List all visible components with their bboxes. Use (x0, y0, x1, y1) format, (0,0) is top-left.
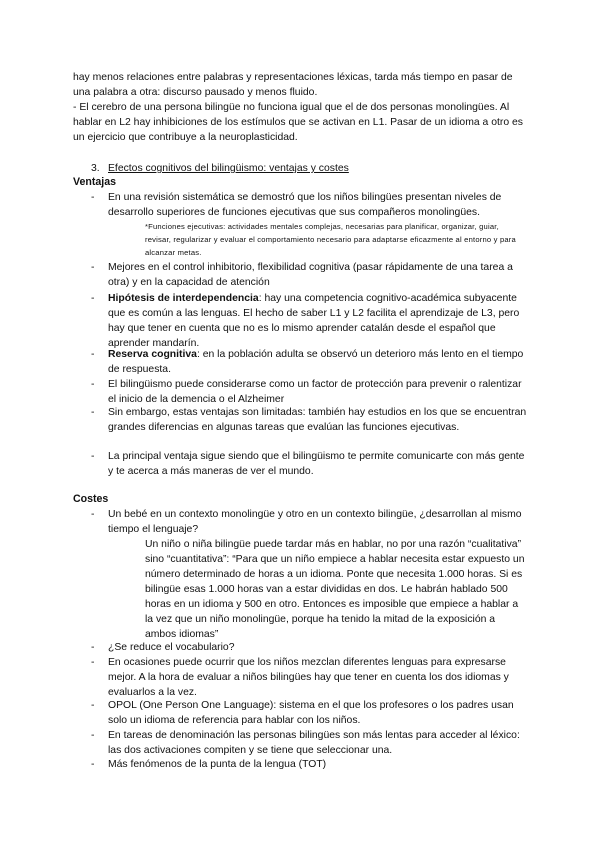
list-item-text: La principal ventaja sigue siendo que el bilingüismo te permite comunicarte con más gente y te acerca a más maneras de ver el mundo. (108, 451, 525, 477)
list-item (91, 640, 528, 655)
bullet-dash: - (91, 642, 95, 653)
quote-block: Un niño o niña bilingüe puede tardar más en hablar, no por una razón “cualitativa” sino “cuantitativa”: “Para que un niño empiece a hablar necesita estar expuesto un número determinado de horas a un idioma. Ponte que necesita 1.000 horas. Si es bilingüe esas 1.000 horas van a estar divididas en dos. Le habrán hablado 500 horas en un idioma y 500 en otro. Entonces es imposible que empiece a hablar a la vez que un niño monolingüe, porque ha tenido la mitad de la exposición a ambos idiomas” (145, 539, 525, 640)
list-item-text: En una revisión sistemática se demostró que los niños bilingües presentan niveles de desarrollo superiores de funciones ejecutivas que sus compañeros monolingües. (108, 192, 502, 218)
bullet-dash: - (91, 379, 95, 390)
bullet-dash: - (91, 192, 95, 203)
list-item (91, 260, 528, 290)
list-item (91, 698, 528, 728)
section-number: 3. (91, 163, 100, 174)
section-title-text: Efectos cognitivos del bilingüismo: ventajas y costes (108, 163, 349, 174)
list-item (91, 655, 528, 700)
list-item-text: En ocasiones puede ocurrir que los niños mezclan diferentes lenguas para expresarse mejor. A la hora de evaluar a niños bilingües hay que tener en cuenta los dos idiomas y evaluarlos a la vez. (108, 657, 509, 698)
ventajas-heading: Ventajas (73, 176, 116, 188)
list-item (91, 757, 528, 772)
section-title (91, 161, 349, 176)
term-bold: Hipótesis de interdependencia (108, 293, 259, 304)
list-item-text: ¿Se reduce el vocabulario? (108, 642, 235, 653)
list-item (91, 507, 528, 537)
executive-functions-note: *Funciones ejecutivas: actividades mentales complejas, necesarias para planificar, organizar, guiar, revisar, regularizar y evaluar el comportamiento necesario para adaptarse eficazmente al entorno y para alcanzar metas. (145, 222, 516, 257)
term-description: : hay una competencia cognitivo-académica subyacente que es común a las lenguas. El hecho de saber L1 y L2 facilita el aprendizaje de L3, pero hay que tener en cuenta que no es lo mismo aprender catalán desde el español que aprender mandarín. (108, 293, 520, 349)
list-item-text: Más fenómenos de la punta de la lengua (TOT) (108, 759, 327, 770)
bullet-dash: - (91, 509, 95, 520)
list-item-text (108, 347, 528, 377)
term-description: : en la población adulta se observó un deterioro más lento en el tiempo de respuesta. (108, 349, 524, 375)
costes-heading: Costes (73, 493, 109, 505)
bullet-dash: - (91, 349, 95, 360)
term-bold: Reserva cognitiva (108, 349, 197, 360)
list-item-text: Sin embargo, estas ventajas son limitadas: también hay estudios en los que se encuentran grandes diferencias en algunas tareas que evalúan las funciones ejecutivas. (108, 407, 527, 433)
bullet-dash: - (91, 700, 95, 711)
bullet-dash: - (91, 407, 95, 418)
bullet-dash: - (91, 451, 95, 462)
list-item (91, 405, 528, 435)
list-item (91, 190, 528, 220)
list-item-text (108, 291, 528, 351)
bullet-dash: - (91, 730, 95, 741)
intro-paragraph: hay menos relaciones entre palabras y representaciones léxicas, tarda más tiempo en pasar de una palabra a otra: discurso pausado y menos fluido. (73, 72, 513, 98)
list-item-text: Un bebé en un contexto monolingüe y otro en un contexto bilingüe, ¿desarrollan al mismo tiempo el lenguaje? (108, 509, 522, 535)
list-item (91, 377, 528, 407)
intro-paragraph-brain: - El cerebro de una persona bilingüe no funciona igual que el de dos personas monolingües. Al hablar en L2 hay inhibiciones de los estímulos que se activan en L1. Pasar de un idioma a otro es un ejercicio que contribuye a la neuroplasticidad. (73, 102, 523, 143)
list-item-text: OPOL (One Person One Language): sistema en el que los profesores o los padres usan solo un idioma de referencia para hablar con los niños. (108, 700, 514, 726)
bullet-dash: - (91, 657, 95, 668)
bullet-dash: - (91, 262, 95, 273)
list-item (91, 347, 528, 377)
bullet-dash: - (91, 293, 95, 304)
bullet-dash: - (91, 759, 95, 770)
list-item (91, 449, 528, 479)
list-item (91, 291, 528, 351)
list-item (91, 728, 528, 758)
list-item-text: El bilingüismo puede considerarse como un factor de protección para prevenir o ralentizar el inicio de la demencia o el Alzheimer (108, 379, 522, 405)
list-item-text: En tareas de denominación las personas bilingües son más lentas para acceder al léxico: las dos activaciones compiten y se tiene que seleccionar una. (108, 730, 520, 756)
list-item-text: Mejores en el control inhibitorio, flexibilidad cognitiva (pasar rápidamente de una tarea a otra) y en la capacidad de atención (108, 262, 513, 288)
